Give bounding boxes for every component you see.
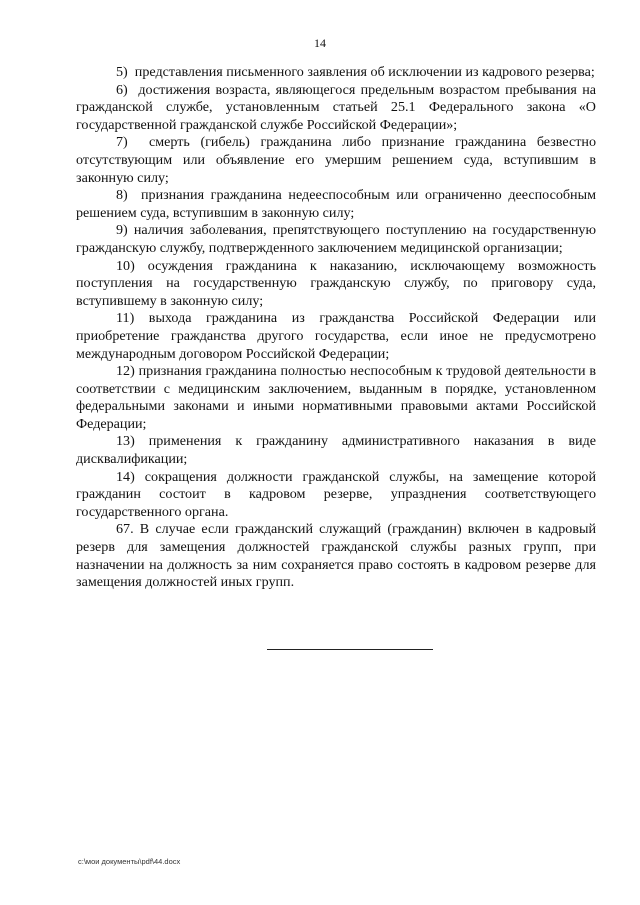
list-item-11: 11) выхода гражданина из гражданства Российской Федерации или приобретение гражданства другого государства, если иное не предусмотрено международным договором Российской Федерации; bbox=[76, 310, 596, 362]
list-item-14: 14) сокращения должности гражданской службы, на замещение которой гражданин состоит в кадровом резерве, упразднения соответствующего государственного органа. bbox=[76, 468, 596, 520]
paragraph-67: 67. В случае если гражданский служащий (гражданин) включен в кадровый резерв для замещения должностей гражданской службы разных групп, при назначении на должность за ним сохраняется право состоять в кадровом резерве для замещения должностей иных групп. bbox=[76, 521, 596, 591]
end-divider bbox=[267, 649, 433, 650]
list-item-10: 10) осуждения гражданина к наказанию, исключающему возможность поступления на государственную гражданскую службу, по приговору суда, вступившему в законную силу; bbox=[76, 257, 596, 309]
list-item-6: 6) достижения возраста, являющегося предельным возрастом пребывания на гражданской службе, установленным статьей 25.1 Федерального закона «О государственной гражданской службе Российской Федерации»; bbox=[76, 81, 596, 133]
page-number: 14 bbox=[314, 36, 326, 50]
document-body bbox=[76, 64, 596, 592]
list-item-7: 7) смерть (гибель) гражданина либо признание гражданина безвестно отсутствующим или объявление его умершим решением суда, вступившим в законную силу; bbox=[76, 134, 596, 186]
list-item-8: 8) признания гражданина недееспособным или ограниченно дееспособным решением суда, вступившим в законную силу; bbox=[76, 187, 596, 221]
list-item-9: 9) наличия заболевания, препятствующего поступлению на государственную гражданскую службу, подтвержденного заключением медицинской организации; bbox=[76, 222, 596, 256]
list-item-13: 13) применения к гражданину административного наказания в виде дисквалификации; bbox=[76, 433, 596, 468]
footer-file-path: c:\мои документы\pdf\44.docx bbox=[78, 857, 181, 866]
list-item-12: 12) признания гражданина полностью неспособным к трудовой деятельности в соответствии с медицинским заключением, выданным в порядке, установленном федеральными законами и иными нормативными правовыми актами Российской Федерации; bbox=[76, 363, 596, 432]
list-item-5: 5) представления письменного заявления об исключении из кадрового резерва; bbox=[116, 64, 595, 80]
